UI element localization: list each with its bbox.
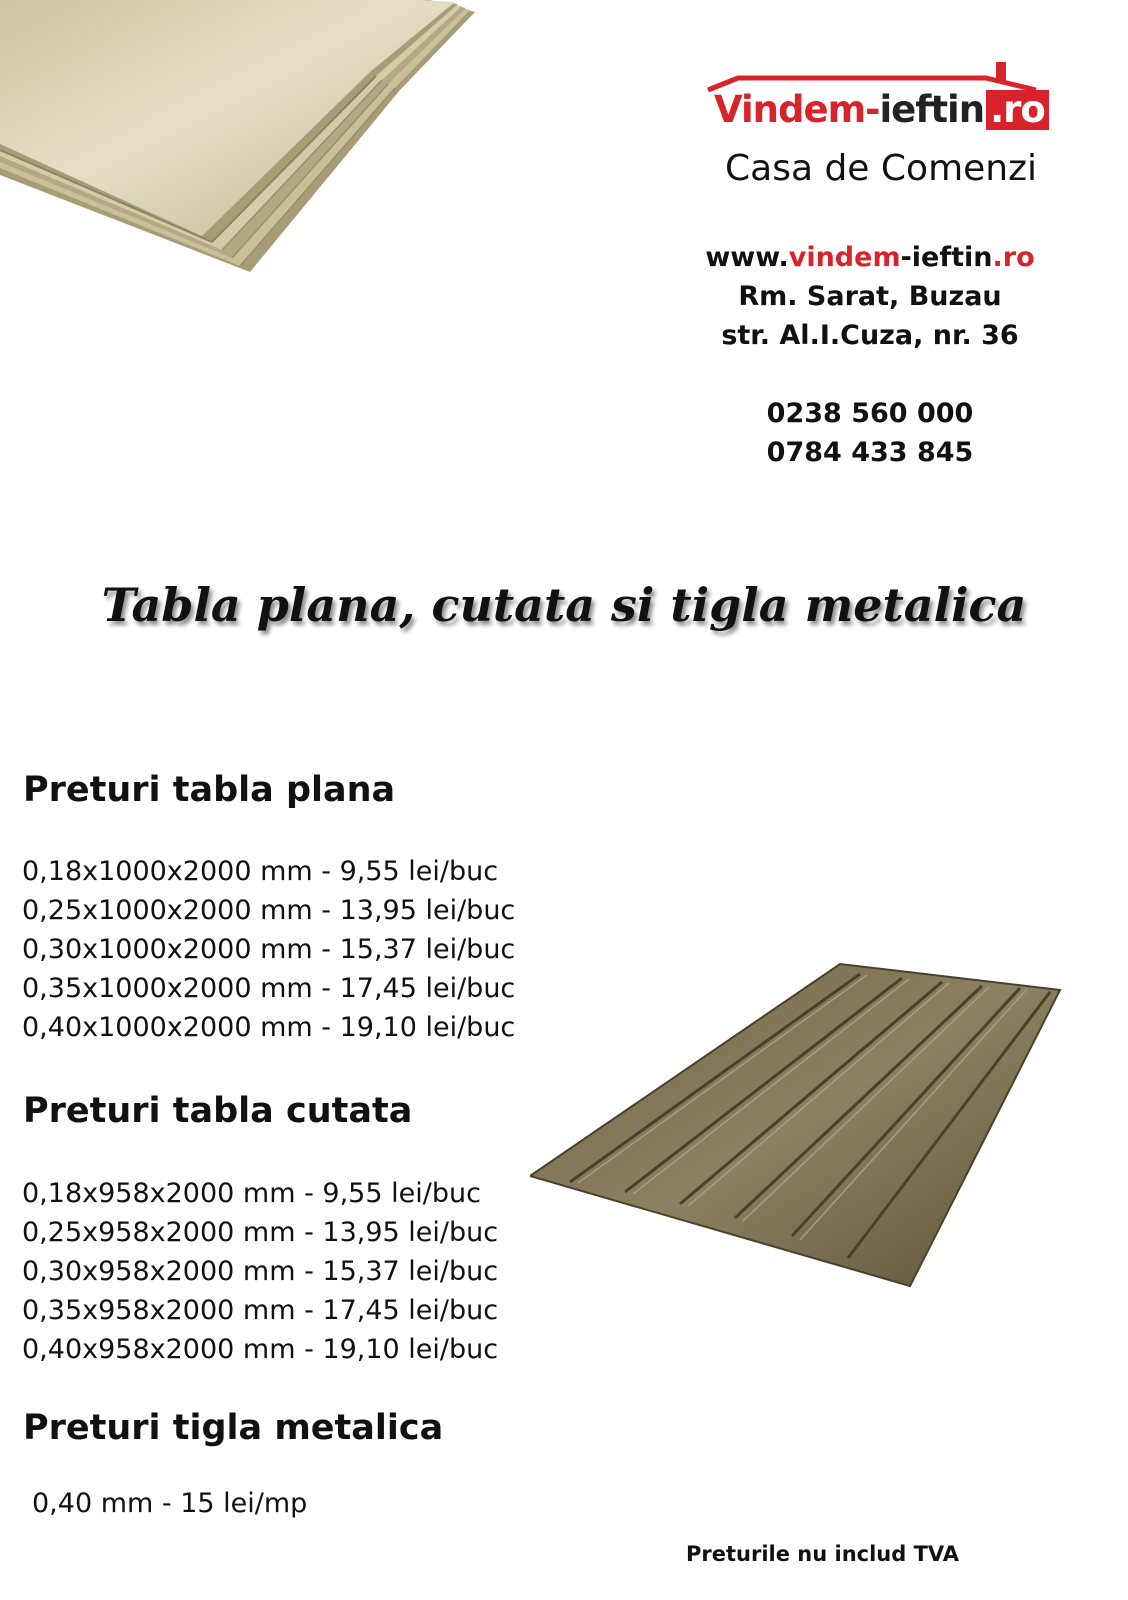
logo-word-ro: .ro — [986, 90, 1049, 130]
brand-logo — [706, 60, 1056, 140]
logo-word-ieftin: ieftin — [879, 88, 985, 131]
section-title-tabla-cutata: Preturi tabla cutata — [23, 1091, 413, 1131]
address-city: Rm. Sarat, Buzau — [738, 281, 1002, 312]
web-suffix: .ro — [992, 242, 1035, 273]
price-item: 0,30x958x2000 mm - 15,37 lei/buc — [22, 1256, 499, 1287]
price-item: 0,35x1000x2000 mm - 17,45 lei/buc — [22, 973, 516, 1004]
price-item: 0,40x958x2000 mm - 19,10 lei/buc — [22, 1334, 499, 1365]
phone-1[interactable]: 0238 560 000 — [766, 398, 974, 429]
vat-note: Preturile nu includ TVA — [686, 1542, 959, 1566]
flat-metal-sheet-image — [0, 0, 480, 285]
website-link[interactable] — [660, 242, 1080, 273]
price-list-tigla-metalica — [32, 1484, 307, 1523]
phone-2[interactable]: 0784 433 845 — [766, 437, 974, 468]
price-list-tabla-cutata — [22, 1174, 498, 1369]
price-item: 0,25x1000x2000 mm - 13,95 lei/buc — [22, 895, 516, 926]
section-title-tabla-plana: Preturi tabla plana — [23, 770, 396, 810]
page-headline: Tabla plana, cutata si tigla metalica — [101, 578, 1027, 632]
logo-word-vindem: Vindem- — [714, 88, 880, 131]
price-item: 0,40 mm - 15 lei/mp — [32, 1488, 308, 1519]
price-item: 0,30x1000x2000 mm - 15,37 lei/buc — [22, 934, 516, 965]
section-title-tigla-metalica: Preturi tigla metalica — [23, 1408, 444, 1448]
address-street: str. Al.I.Cuza, nr. 36 — [721, 320, 1019, 351]
corrugated-metal-sheet-image — [530, 960, 1070, 1290]
web-prefix: www. — [705, 242, 789, 273]
price-item: 0,18x1000x2000 mm - 9,55 lei/buc — [22, 856, 499, 887]
price-item: 0,40x1000x2000 mm - 19,10 lei/buc — [22, 1012, 516, 1043]
logo-wordmark — [714, 88, 1049, 131]
price-list-tabla-plana — [22, 852, 515, 1047]
company-name: Casa de Comenzi — [725, 148, 1037, 189]
price-item: 0,18x958x2000 mm - 9,55 lei/buc — [22, 1178, 481, 1209]
web-red: vindem — [788, 242, 901, 273]
price-item: 0,35x958x2000 mm - 17,45 lei/buc — [22, 1295, 499, 1326]
web-mid: -ieftin — [900, 242, 993, 273]
price-item: 0,25x958x2000 mm - 13,95 lei/buc — [22, 1217, 499, 1248]
